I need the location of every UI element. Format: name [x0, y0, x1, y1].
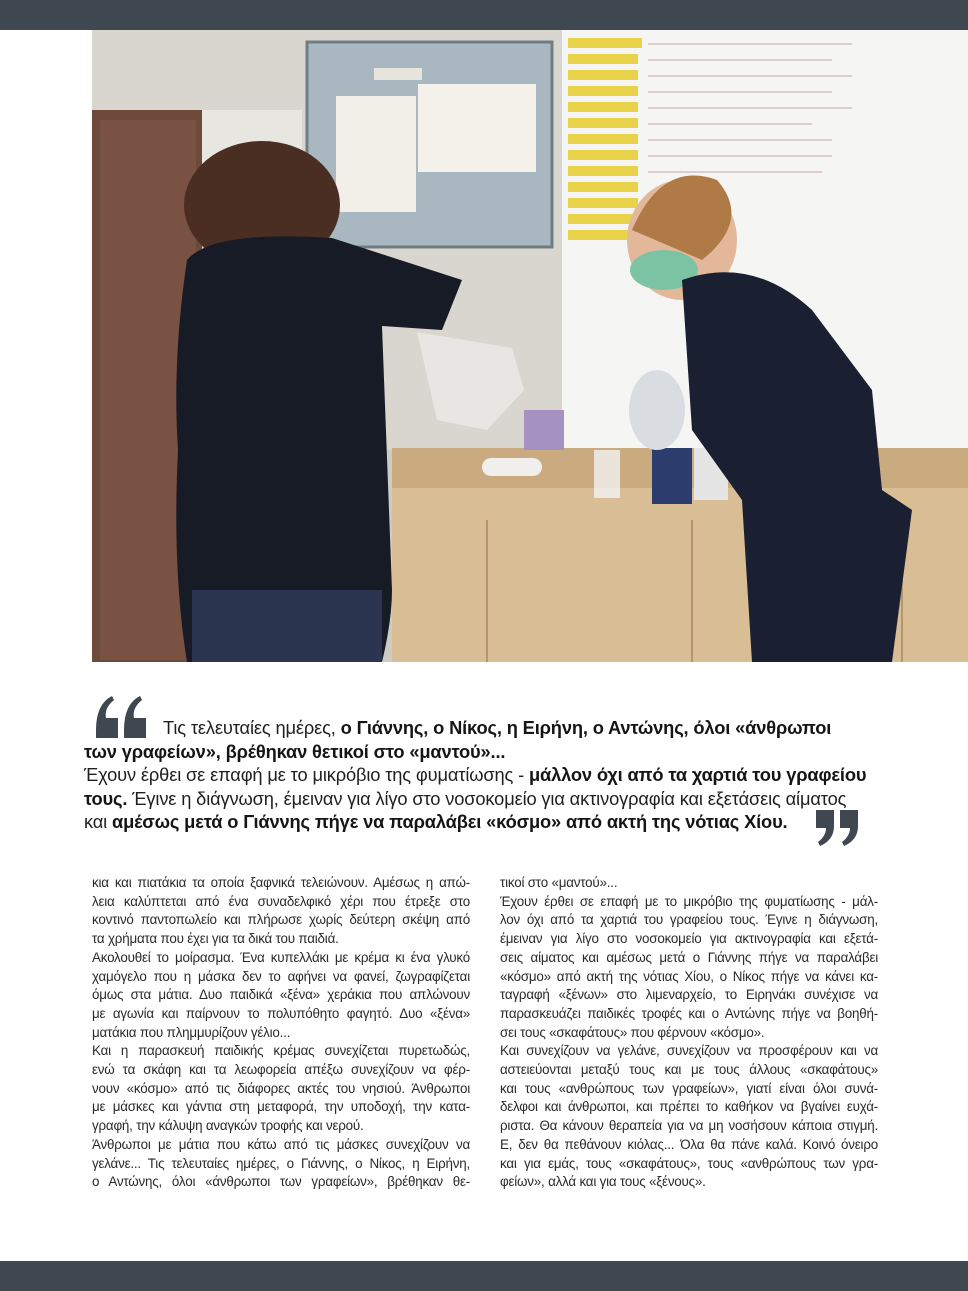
pull-quote-line-2: [84, 740, 884, 764]
text-line: ενώ τα σκάφη και τα λεωφορεία απέξω συνεχίζουν να φέρ-: [92, 1062, 470, 1078]
text-line: νουν «κόσμο» από τις διάφορες ακτές του νησιού. Άνθρωποι: [92, 1080, 470, 1096]
photo-illustration: [92, 30, 968, 662]
text-line: δελφοι και άνθρωποι, και πρέπει το καθήκον να βγαίνει ευχά-: [500, 1099, 878, 1115]
text-line: ματάκια που πλημμυρίζουν γέλιο...: [92, 1024, 291, 1040]
pq-l1-bold: ο Γιάννης, ο Νίκος, η Ειρήνη, ο Αντώνης, όλοι «άνθρωποι: [340, 717, 832, 738]
footer-bar: [0, 1261, 968, 1291]
pull-quote-line-4: [84, 787, 884, 811]
text-line: ριστα. Θα κάνουν θεραπεία για να μη νοσήσουν κάποια στιγμή.: [500, 1118, 878, 1134]
text-line: Και συνεχίζουν να γελάνε, συνεχίζουν να προσφέρουν και να: [500, 1043, 878, 1059]
text-line: κοντινό παντοπωλείο και πλήρωσε χωρίς δεύτερη σκέψη από: [92, 912, 470, 928]
pq-l2-bold: των γραφείων», βρέθηκαν θετικοί στο «μαντού»...: [84, 740, 506, 762]
text-line: με μάσκες και γάντια στη μεταφορά, την υποδοχή, την κατα-: [92, 1099, 470, 1115]
closing-quote-icon: [812, 808, 862, 848]
body-column-2: [500, 874, 878, 1192]
text-line: Έχουν έρθει σε επαφή με το μικρόβιο της φυματίωσης - μάλ-: [500, 893, 878, 909]
text-line: γελάνε... Τις τελευταίες ημέρες, ο Γιάννης, ο Νίκος, η Ειρήνη,: [92, 1155, 470, 1171]
text-line: κια και πιατάκια τα οποία ξαφνικά τελειώνουν. Αμέσως η απώ-: [92, 875, 470, 890]
text-line: Άνθρωποι με μάτια που κάτω από τις μάσκες συνεχίζουν να: [92, 1136, 470, 1152]
pull-quote: [84, 716, 884, 834]
pq-l5-bold: αμέσως μετά ο Γιάννης πήγε να παραλάβει «κόσμο» από ακτή της νότιας Χίου.: [112, 811, 788, 832]
text-line: και για εμάς, τους «σκαφάτους», τους «ανθρώπους των γρα-: [500, 1155, 878, 1171]
pq-l4-bold: τους.: [84, 787, 128, 809]
text-line: σεις αίματος και αμέσως μετά ο Γιάννης πήγε να παραλάβει: [500, 949, 878, 965]
text-line: όμως στα μάτια. Δυο παιδικά «ξένα» χεράκια που απλώνουν: [92, 987, 470, 1003]
text-line: ο Αντώνης, όλοι «άνθρωποι των γραφείων», βρέθηκαν θε-: [92, 1174, 470, 1190]
text-line: έμειναν για λίγο στο νοσοκομείο για ακτινογραφία και εξετά-: [500, 931, 878, 947]
text-line: και τους «ανθρώπους των γραφείων», γιατί είναι όλοι συνά-: [500, 1080, 878, 1096]
article-photo: [92, 30, 968, 662]
pull-quote-line-1: [84, 716, 884, 740]
pq-l4-plain: Έγινε η διάγνωση, έμειναν για λίγο στο νοσοκομείο για ακτινογραφία και εξετάσεις αίματος: [127, 787, 847, 809]
text-line: Ακολουθεί το μοίρασμα. Ένα κυπελλάκι με κρέμα κι ένα γλυκό: [92, 949, 470, 965]
body-column-1: [92, 874, 470, 1192]
text-line: χαμόγελο που η μάσκα δεν το αφήνει να φανεί, ζωγραφίζεται: [92, 968, 470, 984]
pull-quote-line-3: [84, 763, 884, 787]
text-line: με αγωνία και παίρνουν το πολυπόθητο φαγητό. Δυο «ξένα»: [92, 1005, 470, 1021]
top-header-bar: [0, 0, 968, 30]
text-line: αστειεύονται μεταξύ τους και με τους άλλους «σκαφάτους»: [500, 1062, 878, 1078]
text-line: τα χρήματα που έχει για τα δικά του παιδιά.: [92, 931, 339, 947]
text-line: Και η παρασκευή παιδικής κρέμας συνεχίζεται πυρετωδώς,: [92, 1043, 470, 1059]
text-line: ταγραφή «ξένων» στο λιμεναρχείο, το Ειρηνάκι συνέχισε να: [500, 987, 878, 1003]
text-line: τικοί στο «μαντού»...: [500, 875, 618, 890]
pq-l5-plain: και: [84, 811, 113, 832]
text-line: παρασκευάζει παιδικές τροφές και ο Αντώνης πήγε να βοηθή-: [500, 1005, 878, 1021]
text-line: φείων», αλλά και για τους «ξένους».: [500, 1174, 706, 1190]
text-line: Ε, δεν θα πεθάνουν κιόλας... Όλα θα πάνε καλά. Κοινό όνειρο: [500, 1136, 878, 1152]
text-line: γραφή, την κάλυψη αναγκών τροφής και νερού.: [92, 1118, 364, 1134]
text-line: σει τους «σκαφάτους» που φέρνουν «κόσμο».: [500, 1024, 765, 1040]
pq-l1-plain: Τις τελευταίες ημέρες,: [163, 717, 341, 738]
text-line: «κόσμο» από ακτή της νότιας Χίου, ο Νίκος πήγε να κάνει κα-: [500, 968, 878, 984]
pq-l3-bold: μάλλον όχι από τα χαρτιά του γραφείου: [528, 764, 867, 785]
pull-quote-line-5: [84, 810, 884, 834]
pq-l3-plain: Έχουν έρθει σε επαφή με το μικρόβιο της φυματίωσης -: [84, 764, 529, 785]
text-line: λον όχι από τα χαρτιά του γραφείου τους. Έγινε η διάγνωση,: [500, 912, 878, 928]
text-line: λεια καλύπτεται από ένα συναδελφικό χέρι που έτρεξε στο: [92, 893, 470, 909]
